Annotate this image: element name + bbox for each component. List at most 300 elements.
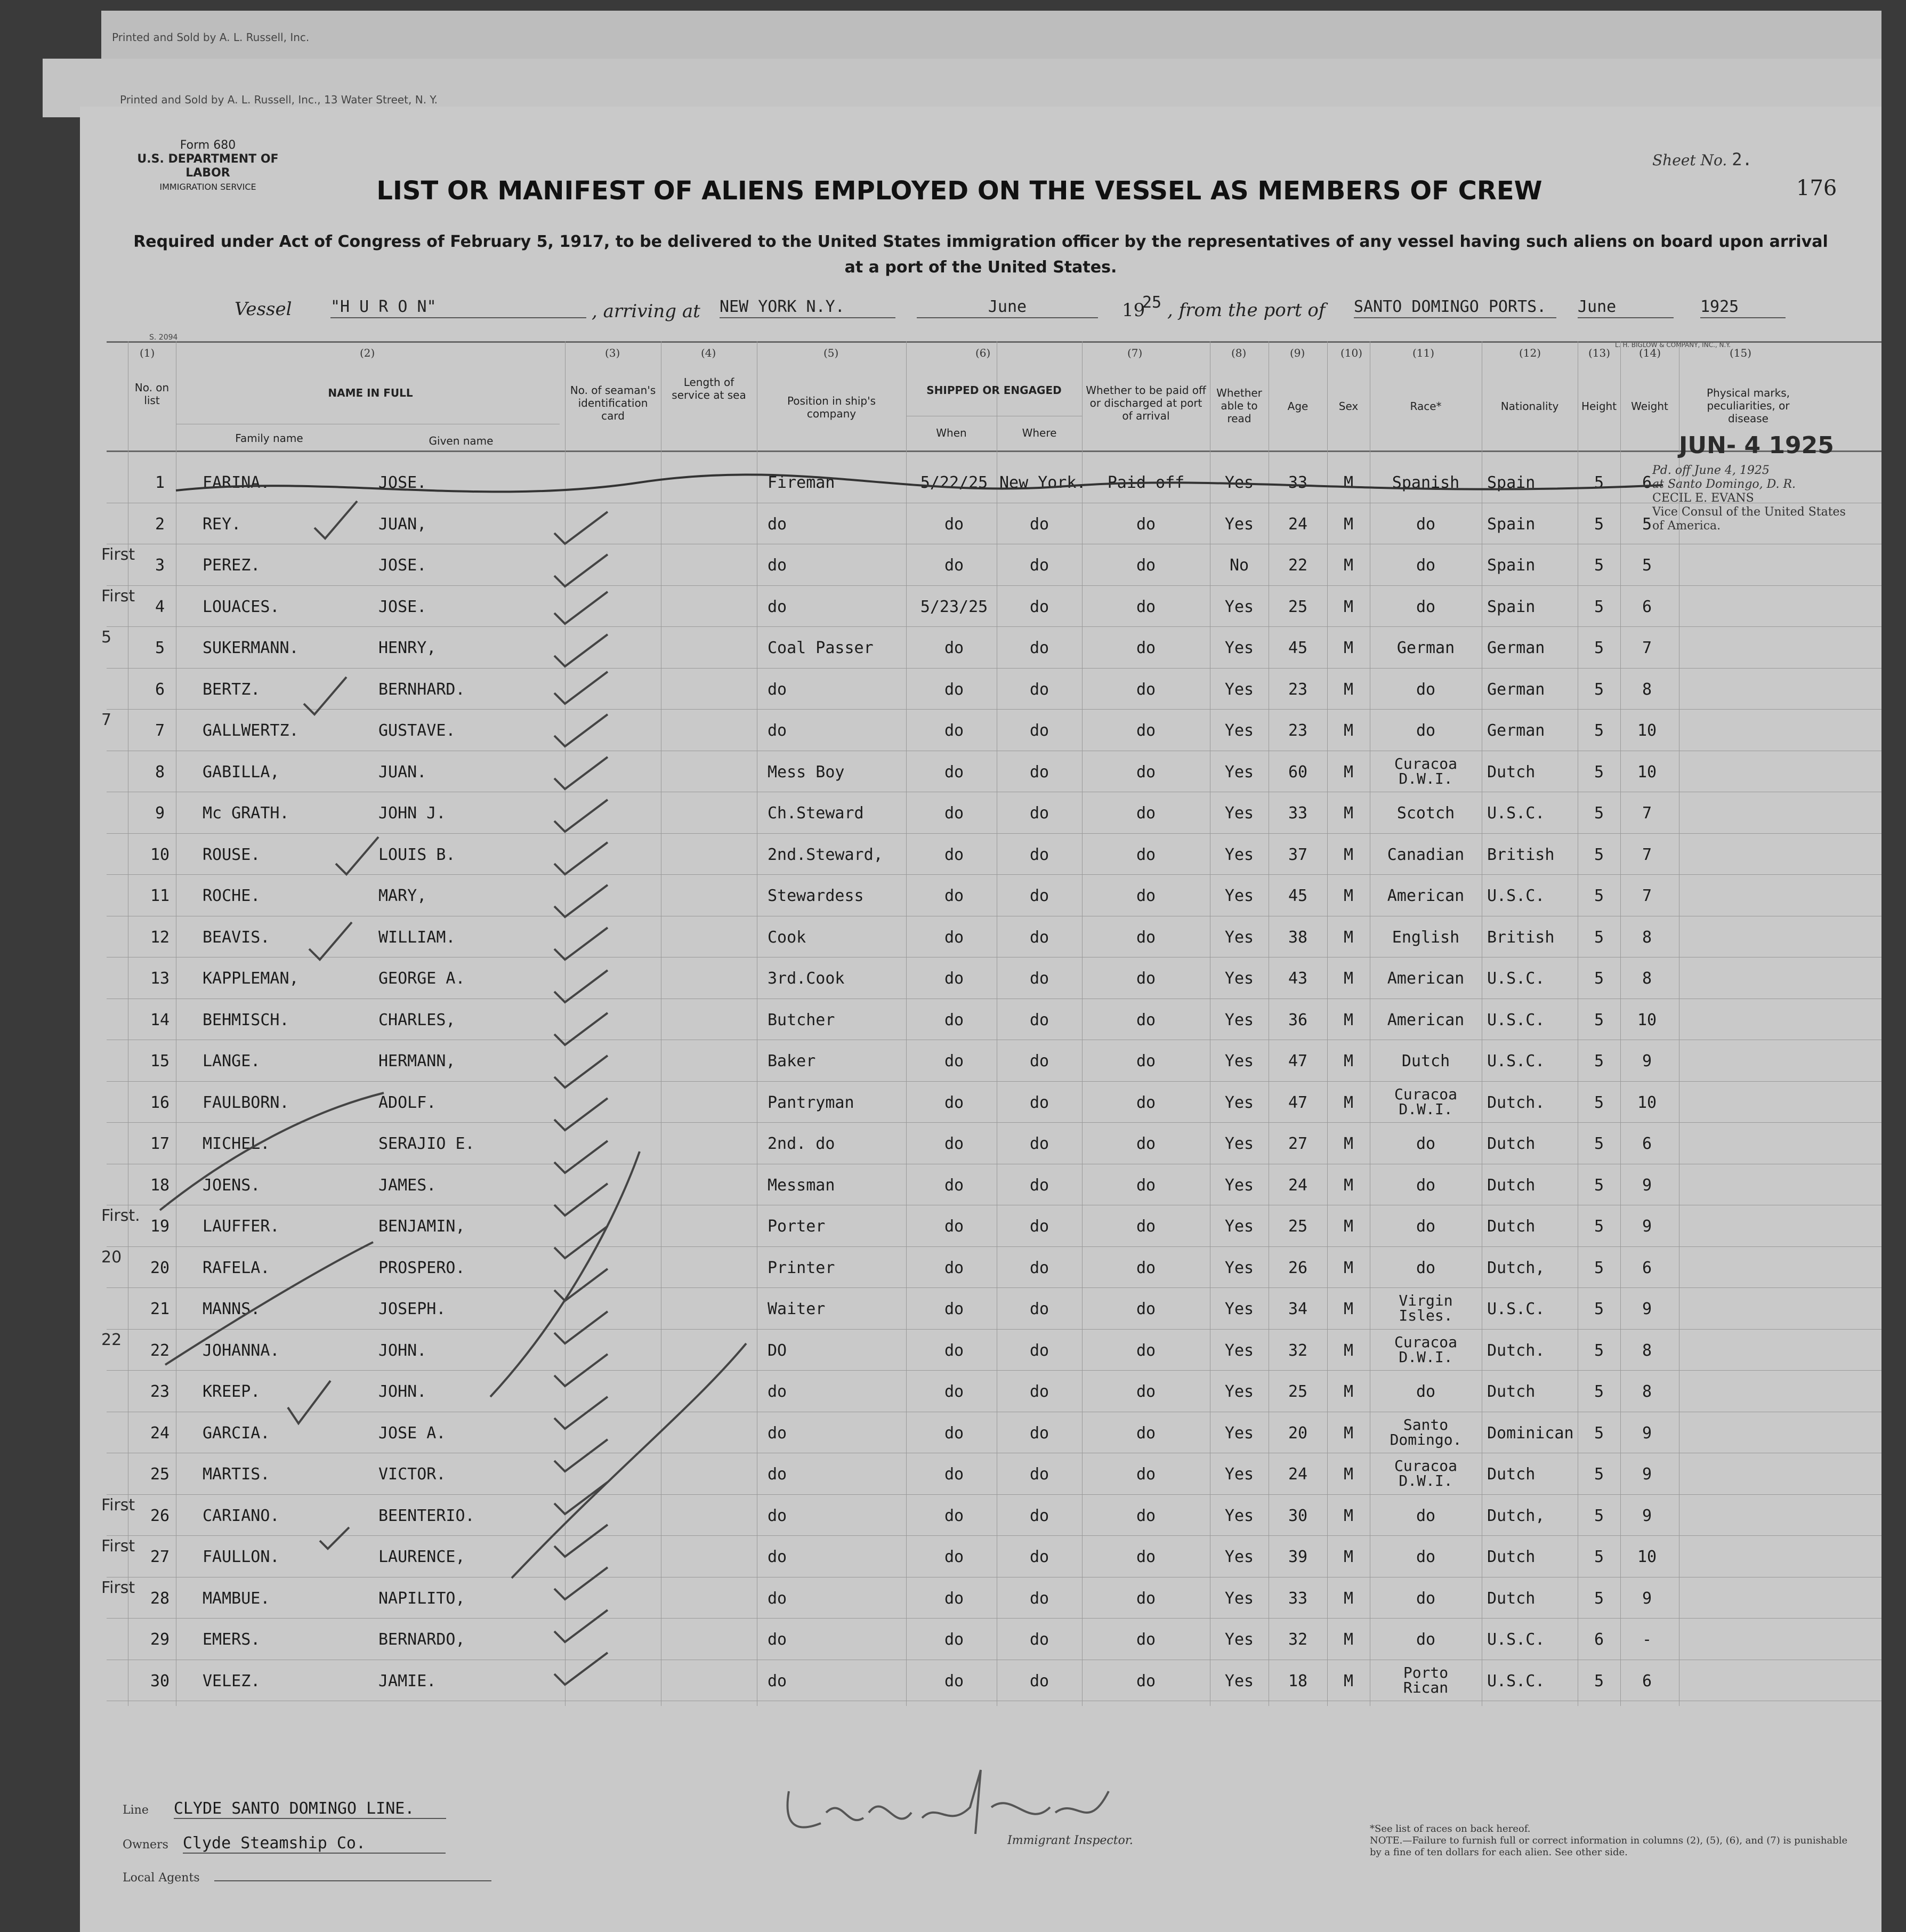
shipped-when: do [944, 1010, 964, 1029]
nationality: British [1487, 928, 1555, 947]
nationality: Spain [1487, 473, 1536, 492]
sex: M [1343, 1300, 1354, 1318]
shipped-when: do [944, 804, 964, 823]
family-name: MICHEL. [203, 1134, 270, 1153]
position: Pantryman [768, 1093, 854, 1112]
from-year: 1925 [1700, 297, 1786, 318]
height: 5 [1594, 969, 1604, 988]
weight: 9 [1642, 1217, 1652, 1236]
nationality: Dominican [1487, 1423, 1574, 1443]
able-to-read: Yes [1224, 762, 1254, 782]
race-line-2: D.W.I. [1399, 769, 1453, 787]
age: 45 [1288, 639, 1308, 657]
margin-annotation: 5 [101, 628, 112, 647]
sex: M [1343, 1258, 1354, 1277]
family-name: CARIANO. [203, 1506, 280, 1525]
shipped-where: do [1029, 1423, 1049, 1443]
sex: M [1343, 1630, 1354, 1649]
position: Cook [768, 928, 806, 947]
nationality: U.S.C. [1487, 1671, 1545, 1690]
col-sex: Sex [1338, 400, 1359, 413]
col-given-name: Given name [429, 434, 494, 447]
position: do [768, 1423, 787, 1443]
able-to-read: Yes [1224, 680, 1254, 699]
shipped-where: do [1029, 845, 1049, 864]
able-to-read: Yes [1224, 1134, 1254, 1153]
age: 30 [1288, 1506, 1308, 1525]
sex: M [1343, 1052, 1354, 1070]
col-num-14: (14) [1639, 347, 1661, 359]
race: Porto [1403, 1663, 1449, 1681]
family-name: PEREZ. [203, 556, 261, 575]
owners-value: Clyde Steamship Co. [183, 1834, 446, 1854]
footer-owners [123, 1834, 446, 1853]
race: do [1416, 1548, 1436, 1566]
weight: 10 [1637, 762, 1657, 782]
pencil-check-marks [160, 501, 746, 1685]
line-value: CLYDE SANTO DOMINGO LINE. [174, 1799, 447, 1819]
paid-off: do [1136, 762, 1156, 782]
family-name: KREEP. [203, 1382, 261, 1401]
race: American [1387, 969, 1465, 988]
margin-annotation: 7 [101, 711, 112, 729]
race: German [1396, 639, 1455, 657]
shipped-where: do [1029, 1217, 1049, 1236]
footer-note [1370, 1823, 1850, 1858]
family-name: FAULLON. [203, 1548, 280, 1566]
given-name: NAPILITO, [378, 1589, 465, 1608]
age: 47 [1288, 1093, 1308, 1112]
row-number: 16 [150, 1093, 170, 1112]
shipped-where: do [1029, 1052, 1049, 1070]
able-to-read: Yes [1224, 1341, 1254, 1360]
paid-off: do [1136, 1589, 1156, 1608]
col-length-service: Length of service at sea [672, 376, 746, 401]
height: 5 [1594, 1548, 1604, 1566]
height: 5 [1594, 514, 1604, 534]
height: 5 [1594, 680, 1604, 699]
nationality: Spain [1487, 514, 1536, 534]
family-name: GALLWERTZ. [203, 721, 299, 740]
height: 5 [1594, 762, 1604, 782]
col-no-on-list: No. on list [134, 381, 169, 407]
race: Curacoa [1394, 1333, 1457, 1351]
col-num-12: (12) [1519, 347, 1541, 359]
sex: M [1343, 1341, 1354, 1360]
given-name: ADOLF. [378, 1093, 437, 1112]
nationality: German [1487, 721, 1545, 740]
position: Messman [768, 1176, 835, 1195]
family-name: LANGE. [203, 1052, 261, 1070]
shipped-where: do [1029, 1630, 1049, 1649]
height: 5 [1594, 928, 1604, 947]
weight: 9 [1642, 1423, 1652, 1443]
paid-off: do [1136, 1258, 1156, 1277]
age: 22 [1288, 556, 1308, 575]
row-number: 28 [150, 1589, 170, 1608]
given-name: BERNHARD. [378, 680, 465, 699]
family-name: ROCHE. [203, 887, 261, 905]
family-name: FARINA. [203, 473, 270, 492]
row-number: 18 [150, 1176, 170, 1195]
race: Santo [1403, 1415, 1449, 1434]
weight: 6 [1642, 1258, 1652, 1277]
age: 23 [1288, 721, 1308, 740]
weight: 9 [1642, 1300, 1652, 1318]
weight: 6 [1642, 1671, 1652, 1690]
race: Dutch [1401, 1052, 1450, 1070]
paid-off: do [1136, 1465, 1156, 1484]
shipped-when: 5/23/25 [920, 597, 988, 616]
race: do [1416, 1217, 1436, 1236]
paid-off: do [1136, 1548, 1156, 1566]
height: 5 [1594, 1093, 1604, 1112]
shipped-when: do [944, 514, 964, 534]
nationality: Dutch [1487, 1134, 1536, 1153]
col-nationality: Nationality [1500, 400, 1559, 413]
age: 32 [1288, 1341, 1308, 1360]
sex: M [1343, 1423, 1354, 1443]
col-num-7: (7) [1127, 347, 1143, 359]
able-to-read: Yes [1224, 1382, 1254, 1401]
paid-off: do [1136, 1506, 1156, 1525]
given-name: JOHN J. [378, 804, 446, 823]
position: do [768, 1382, 787, 1401]
race: Curacoa [1394, 1085, 1457, 1103]
row-number: 6 [155, 680, 165, 699]
col-paid-off: Whether to be paid off or discharged at port of arrival [1086, 384, 1206, 422]
weight: 8 [1642, 1341, 1652, 1360]
col-height: Height [1581, 400, 1617, 413]
age: 20 [1288, 1423, 1308, 1443]
shipped-when: do [944, 1134, 964, 1153]
col-num-11: (11) [1412, 347, 1435, 359]
row-number: 5 [155, 639, 165, 657]
paid-off: do [1136, 556, 1156, 575]
sex: M [1343, 1217, 1354, 1236]
able-to-read: Yes [1224, 1093, 1254, 1112]
row-number: 21 [150, 1300, 170, 1318]
col-num-10: (10) [1340, 347, 1363, 359]
from-month: June [1578, 297, 1674, 318]
family-name: ROUSE. [203, 845, 261, 864]
row-number: 3 [155, 556, 165, 575]
col-id-card: No. of seaman's identification card [570, 384, 656, 422]
sex: M [1343, 804, 1354, 823]
footer-line [123, 1799, 446, 1818]
shipped-when: do [944, 1258, 964, 1277]
margin-annotation: First [101, 1578, 135, 1597]
sex: M [1343, 1671, 1354, 1690]
weight: 7 [1642, 845, 1652, 864]
height: 5 [1594, 1589, 1604, 1608]
weight: 9 [1642, 1589, 1652, 1608]
position: do [768, 1506, 787, 1525]
position: do [768, 1465, 787, 1484]
margin-annotation: First. [101, 1206, 140, 1225]
race: do [1416, 556, 1436, 575]
weight: 9 [1642, 1176, 1652, 1195]
row-number: 23 [150, 1382, 170, 1401]
able-to-read: No [1229, 556, 1249, 575]
paid-off: do [1136, 639, 1156, 657]
given-name: JOHN. [378, 1382, 427, 1401]
age: 36 [1288, 1010, 1308, 1029]
height: 5 [1594, 1465, 1604, 1484]
height: 5 [1594, 804, 1604, 823]
race: do [1416, 597, 1436, 616]
height: 5 [1594, 1010, 1604, 1029]
shipped-when: do [944, 1423, 964, 1443]
race-line-2: Rican [1403, 1678, 1449, 1696]
sex: M [1343, 556, 1354, 575]
weight: 10 [1637, 1010, 1657, 1029]
weight: 8 [1642, 1382, 1652, 1401]
consul-line-5: of America. [1652, 519, 1721, 533]
shipped-when: do [944, 1217, 964, 1236]
able-to-read: Yes [1224, 1506, 1254, 1525]
paid-off: do [1136, 804, 1156, 823]
height: 5 [1594, 845, 1604, 864]
height: 5 [1594, 597, 1604, 616]
year-prefix: 19 [1122, 300, 1145, 321]
col-name-in-full: NAME IN FULL [328, 387, 413, 399]
margin-annotation: First [101, 1537, 135, 1556]
col-num-13: (13) [1588, 347, 1611, 359]
able-to-read: Yes [1224, 1423, 1254, 1443]
shipped-where: do [1029, 721, 1049, 740]
family-name: LAUFFER. [203, 1217, 280, 1236]
shipped-when: do [944, 969, 964, 988]
nationality: Dutch [1487, 1589, 1536, 1608]
height: 5 [1594, 1671, 1604, 1690]
race: American [1387, 887, 1465, 905]
sex: M [1343, 1176, 1354, 1195]
race: do [1416, 514, 1436, 534]
margin-annotation: First [101, 545, 135, 564]
races-note: *See list of races on back hereof. [1370, 1823, 1531, 1834]
shipped-where: do [1029, 969, 1049, 988]
margin-annotation: First [101, 586, 135, 606]
sex: M [1343, 887, 1354, 905]
col-num-15: (15) [1730, 347, 1752, 359]
race: Curacoa [1394, 1457, 1457, 1475]
row-number: 30 [150, 1671, 170, 1690]
paid-off: do [1136, 680, 1156, 699]
height: 5 [1594, 639, 1604, 657]
shipped-when: do [944, 1465, 964, 1484]
weight: 7 [1642, 804, 1652, 823]
paid-off: do [1136, 887, 1156, 905]
paid-off: do [1136, 1671, 1156, 1690]
family-name: GARCIA. [203, 1423, 270, 1443]
able-to-read: Yes [1224, 1052, 1254, 1070]
col-shipped: SHIPPED OR ENGAGED [926, 384, 1062, 397]
nationality: Dutch [1487, 1465, 1536, 1484]
family-name: LOUACES. [203, 597, 280, 616]
height: 5 [1594, 556, 1604, 575]
height: 5 [1594, 1423, 1604, 1443]
age: 37 [1288, 845, 1308, 864]
fine-note: NOTE.—Failure to furnish full or correct information in columns (2), (5), (6), and (7) is punishable by a fine of ten dollars for each alien. See other side. [1370, 1835, 1848, 1858]
position: do [768, 680, 787, 699]
given-name: GEORGE A. [378, 969, 465, 988]
line-label: Line [123, 1804, 149, 1817]
age: 47 [1288, 1052, 1308, 1070]
given-name: JOSE. [378, 473, 427, 492]
shipped-when: do [944, 639, 964, 657]
weight: 6 [1642, 473, 1652, 492]
from-port: SANTO DOMINGO PORTS. [1354, 297, 1556, 318]
col-family-name: Family name [235, 432, 303, 445]
position: do [768, 1671, 787, 1690]
agents-blank [214, 1880, 491, 1881]
page-number: 176 [1796, 176, 1837, 200]
shipped-when: do [944, 1506, 964, 1525]
weight: - [1642, 1630, 1652, 1649]
given-name: HERMANN, [378, 1052, 456, 1070]
given-name: PROSPERO. [378, 1258, 465, 1277]
position: 2nd.Steward, [768, 845, 883, 864]
age: 25 [1288, 1217, 1308, 1236]
paid-off: do [1136, 514, 1156, 534]
weight: 8 [1642, 928, 1652, 947]
row-number: 17 [150, 1134, 170, 1153]
shipped-where: do [1029, 1382, 1049, 1401]
col-age: Age [1287, 400, 1309, 413]
shipped-when: do [944, 1052, 964, 1070]
able-to-read: Yes [1224, 1176, 1254, 1195]
shipped-when: do [944, 721, 964, 740]
row-number: 27 [150, 1548, 170, 1566]
row-number: 13 [150, 969, 170, 988]
shipped-when: do [944, 1300, 964, 1318]
weight: 10 [1637, 721, 1657, 740]
page-subtitle: Required under Act of Congress of February 5, 1917, to be delivered to the United States immigration officer by the representatives of any vessel having such aliens on board upon arrival at a port of the United States. [133, 232, 1828, 277]
col-num-5: (5) [823, 347, 839, 359]
row-number: 9 [155, 804, 165, 823]
row-number: 29 [150, 1630, 170, 1649]
col-num-2: (2) [360, 347, 375, 359]
race: Curacoa [1394, 754, 1457, 772]
position: Fireman [768, 473, 835, 492]
able-to-read: Yes [1224, 887, 1254, 905]
race: Spanish [1392, 473, 1460, 492]
row-number: 2 [155, 514, 165, 534]
shipped-where: do [1029, 1093, 1049, 1112]
nationality: U.S.C. [1487, 1010, 1545, 1029]
able-to-read: Yes [1224, 639, 1254, 657]
row-number: 10 [150, 845, 170, 864]
height: 5 [1594, 1341, 1604, 1360]
able-to-read: Yes [1224, 845, 1254, 864]
nationality: U.S.C. [1487, 887, 1545, 905]
position: Printer [768, 1258, 835, 1277]
family-name: REY. [203, 514, 241, 534]
position: Waiter [768, 1300, 826, 1318]
weight: 10 [1637, 1093, 1657, 1112]
shipped-when: do [944, 680, 964, 699]
family-name: RAFELA. [203, 1258, 270, 1277]
race-line-2: Isles. [1399, 1307, 1453, 1324]
row-number: 15 [150, 1052, 170, 1070]
age: 27 [1288, 1134, 1308, 1153]
family-name: FAULBORN. [203, 1093, 289, 1112]
nationality: Dutch [1487, 1176, 1536, 1195]
shipped-where: do [1029, 762, 1049, 782]
age: 33 [1288, 804, 1308, 823]
agents-label: Local Agents [123, 1871, 200, 1885]
weight: 8 [1642, 969, 1652, 988]
col-weight: Weight [1631, 400, 1668, 413]
position: do [768, 1589, 787, 1608]
form-number: Form 680 [180, 139, 236, 152]
age: 39 [1288, 1548, 1308, 1566]
position: do [768, 1548, 787, 1566]
row-number: 26 [150, 1506, 170, 1525]
able-to-read: Yes [1224, 514, 1254, 534]
shipped-when: do [944, 1548, 964, 1566]
row-number: 4 [155, 597, 165, 616]
family-name: JOHANNA. [203, 1341, 280, 1360]
row-number: 25 [150, 1465, 170, 1484]
paid-off: do [1136, 721, 1156, 740]
height: 5 [1594, 1134, 1604, 1153]
age: 60 [1288, 762, 1308, 782]
able-to-read: Yes [1224, 1589, 1254, 1608]
race: English [1392, 928, 1460, 947]
col-num-9: (9) [1290, 347, 1305, 359]
arrival-year: 25 [1142, 293, 1162, 312]
race-line-2: D.W.I. [1399, 1100, 1453, 1118]
position: 2nd. do [768, 1134, 835, 1153]
able-to-read: Yes [1224, 1465, 1254, 1484]
col-num-6: (6) [975, 347, 991, 359]
margin-annotation: First [101, 1495, 135, 1515]
nationality: Dutch [1487, 1548, 1536, 1566]
vessel-name: "H U R O N" [330, 297, 586, 318]
shipped-where: do [1029, 1506, 1049, 1525]
given-name: JOSE. [378, 556, 427, 575]
nationality: British [1487, 845, 1555, 864]
shipped-where: do [1029, 1465, 1049, 1484]
given-name: HENRY, [378, 639, 437, 657]
position: 3rd.Cook [768, 969, 845, 988]
weight: 6 [1642, 597, 1652, 616]
age: 25 [1288, 1382, 1308, 1401]
sex: M [1343, 1465, 1354, 1484]
given-name: MARY, [378, 887, 427, 905]
sex: M [1343, 639, 1354, 657]
family-name: KAPPLEMAN, [203, 969, 299, 988]
given-name: JOHN. [378, 1341, 427, 1360]
given-name: JUAN. [378, 762, 427, 782]
sex: M [1343, 762, 1354, 782]
family-name: BEAVIS. [203, 928, 270, 947]
given-name: JAMES. [378, 1176, 437, 1195]
printer-right: L. H. BIGLOW & COMPANY, INC., N.Y. [1615, 341, 1731, 349]
arriving-label: , arriving at [592, 301, 700, 322]
row-number: 20 [150, 1258, 170, 1277]
shipped-where: do [1029, 887, 1049, 905]
consul-line-1: Pd. off June 4, 1925 [1652, 464, 1770, 477]
age: 24 [1288, 1176, 1308, 1195]
height: 6 [1594, 1630, 1604, 1649]
row-number: 1 [155, 473, 165, 492]
paid-off: do [1136, 1134, 1156, 1153]
arrival-month: June [917, 297, 1098, 318]
position: DO [768, 1341, 787, 1360]
